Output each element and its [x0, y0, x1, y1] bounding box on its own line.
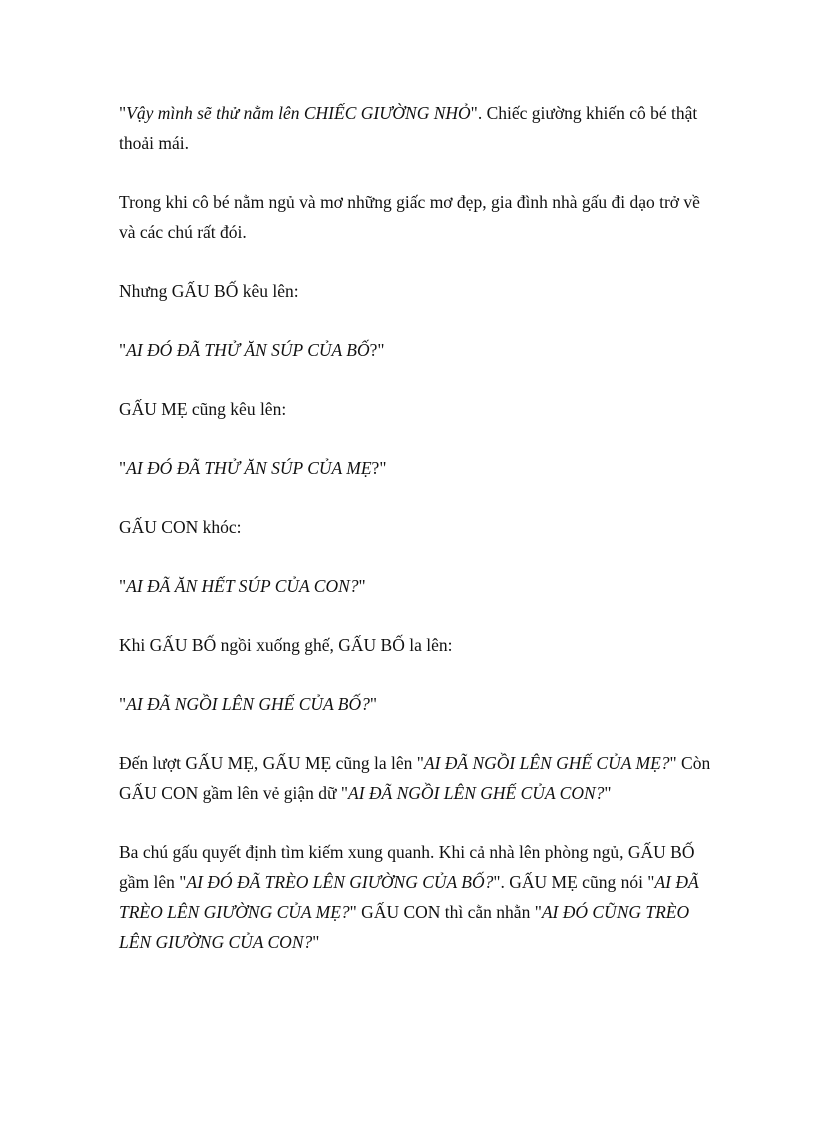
quoted-speech: Vậy mình sẽ thử nằm lên CHIẾC GIƯỜNG NHỎ — [126, 103, 471, 123]
narrative-text: GẤU CON khóc: — [119, 517, 242, 537]
quoted-speech: AI ĐÃ NGỒI LÊN GHẾ CỦA CON? — [348, 783, 605, 803]
narrative-text: " — [369, 694, 378, 714]
narrative-text: " — [312, 932, 320, 952]
narrative-text: ". Chiếc giường khiến cô bé thật thoải mái. — [119, 103, 698, 153]
story-paragraph — [119, 571, 719, 601]
narrative-text: ". GẤU MẸ cũng nói " — [493, 872, 655, 892]
narrative-text: " — [119, 458, 127, 478]
quoted-speech: AI ĐÓ ĐÃ THỬ ĂN SÚP CỦA BỐ — [126, 340, 370, 360]
story-paragraph — [119, 630, 719, 660]
quoted-speech: AI ĐÃ ĂN HẾT SÚP CỦA CON? — [126, 576, 359, 596]
quoted-speech: AI ĐÓ ĐÃ THỬ ĂN SÚP CỦA MẸ — [126, 458, 372, 478]
story-paragraph — [119, 512, 719, 542]
story-paragraph — [119, 98, 719, 158]
story-text — [119, 98, 719, 986]
story-paragraph — [119, 453, 719, 483]
narrative-text: Trong khi cô bé nằm ngủ và mơ những giấc mơ đẹp, gia đình nhà gấu đi dạo trở về và các chú rất đói. — [119, 192, 700, 242]
narrative-text: Nhưng GẤU BỐ kêu lên: — [119, 281, 299, 301]
narrative-text: Đến lượt GẤU MẸ, GẤU MẸ cũng la lên " — [119, 753, 424, 773]
narrative-text: " — [119, 340, 127, 360]
narrative-text: " — [119, 694, 127, 714]
quoted-speech: AI ĐÃ TRÈO LÊN GIƯỜNG CỦA MẸ? — [119, 872, 699, 922]
narrative-text: Khi GẤU BỐ ngồi xuống ghế, GẤU BỐ la lên: — [119, 635, 453, 655]
quoted-speech: AI ĐÃ NGỒI LÊN GHẾ CỦA BỐ? — [126, 694, 370, 714]
narrative-text: " — [358, 576, 366, 596]
narrative-text: Ba chú gấu quyết định tìm kiếm xung quanh. Khi cả nhà lên phòng ngủ, GẤU BỐ gầm lên " — [119, 842, 695, 892]
story-paragraph — [119, 335, 719, 365]
quoted-speech: AI ĐÓ CŨNG TRÈO LÊN GIƯỜNG CỦA CON? — [119, 902, 690, 952]
narrative-text: " Còn GẤU CON gầm lên vẻ giận dữ " — [119, 753, 711, 803]
story-paragraph — [119, 394, 719, 424]
story-paragraph — [119, 276, 719, 306]
quoted-speech: AI ĐÓ ĐÃ TRÈO LÊN GIƯỜNG CỦA BỐ? — [186, 872, 494, 892]
story-paragraph — [119, 748, 719, 808]
narrative-text: ?" — [369, 340, 385, 360]
narrative-text: ?" — [371, 458, 387, 478]
narrative-text: GẤU MẸ cũng kêu lên: — [119, 399, 287, 419]
quoted-speech: AI ĐÃ NGỒI LÊN GHẾ CỦA MẸ? — [423, 753, 670, 773]
narrative-text: " — [119, 576, 127, 596]
story-paragraph — [119, 689, 719, 719]
narrative-text: " GẤU CON thì cằn nhằn " — [349, 902, 542, 922]
story-paragraph — [119, 837, 719, 957]
narrative-text: " — [119, 103, 127, 123]
narrative-text: " — [604, 783, 612, 803]
story-paragraph — [119, 187, 719, 247]
